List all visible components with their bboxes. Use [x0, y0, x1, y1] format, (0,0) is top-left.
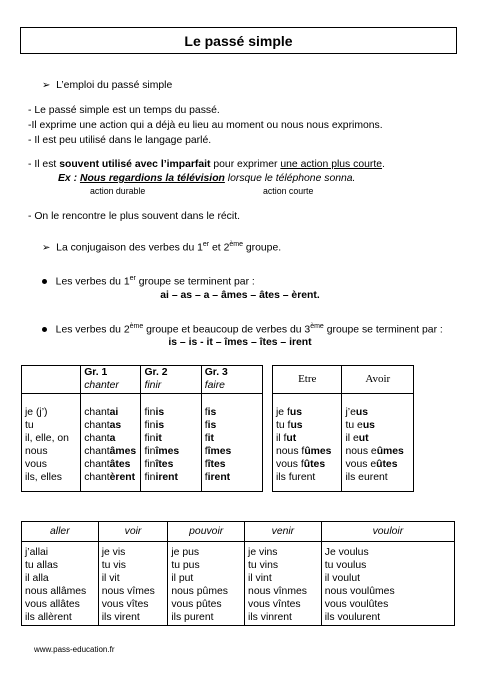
verb-form [276, 445, 341, 458]
conj-sup1: er [202, 241, 210, 248]
conj-text1: La conjugaison des verbes du 1 [56, 242, 203, 254]
verb-ending: is [155, 407, 165, 418]
table-header-empty [22, 366, 81, 394]
verb-form [144, 445, 200, 458]
verb-ending: îmes [155, 446, 180, 457]
group2-line [42, 320, 443, 336]
verb-stem: il f [276, 433, 287, 444]
group2-endings: is – is - it – îmes – îtes – irent [168, 337, 312, 348]
verb-form [205, 406, 262, 419]
group1-text2: groupe se terminent par : [135, 276, 255, 288]
verb-form: ils vinrent [248, 612, 292, 623]
verb-form: Je voulus [324, 547, 369, 558]
verb-stem: chant [84, 459, 110, 470]
verb-stem: ils eurent [345, 472, 388, 483]
verb-ending: ûtes [376, 459, 398, 470]
verb-form [205, 419, 262, 432]
table-regular-verbs [21, 365, 263, 492]
verb-form [144, 471, 200, 484]
verb-forms [98, 542, 168, 626]
verb-form: tu vis [101, 560, 126, 571]
arrow-bullet-icon: ➢ [42, 242, 51, 254]
group2-sup2: ème [310, 323, 324, 330]
example-bold: Nous regardions la télévision [79, 173, 225, 184]
verb-form: il alla [25, 573, 49, 584]
bullet-dot-icon [42, 327, 47, 332]
verb-ending: èrent [109, 472, 136, 483]
verb-ending: is [207, 407, 217, 418]
verb-form: il put [171, 573, 194, 584]
verb-stem: nous f [276, 446, 305, 457]
usage-prefix: - Il est [28, 159, 60, 170]
verb-ending: îtes [207, 459, 226, 470]
verb-stem: j’e [345, 407, 356, 418]
verb-form [144, 432, 200, 445]
avoir-header: Avoir [342, 366, 414, 394]
group2-text2: groupe et beaucoup de verbes du 3 [143, 324, 311, 336]
usage-underlined: une action plus courte [280, 159, 383, 170]
recit-line: - On le rencontre le plus souvent dans le récit. [28, 211, 240, 222]
table-body-row [22, 394, 263, 492]
group1-sup: er [129, 275, 136, 282]
verb-form: nous vîmes [101, 586, 155, 597]
verb-ending: us [362, 420, 375, 431]
verb-stem: f [204, 420, 208, 431]
verb-ending: a [109, 433, 116, 444]
verb-form [345, 419, 413, 432]
pronoun: il, elle, on [25, 433, 69, 444]
gr3-forms [201, 394, 262, 492]
verb-header: venir [245, 522, 322, 542]
verb-form: je vins [248, 547, 278, 558]
verb-form: tu vins [248, 560, 279, 571]
verb-ending: irent [155, 472, 178, 483]
page-title: Le passé simple [20, 27, 457, 54]
verb-header: pouvoir [168, 522, 245, 542]
verb-form: il vit [101, 573, 120, 584]
bullet-dot-icon [42, 279, 47, 284]
avoir-forms [342, 394, 414, 492]
section-heading-text: L’emploi du passé simple [56, 80, 173, 91]
pronoun-column [22, 394, 81, 492]
verb-form: vous vîntes [248, 599, 301, 610]
verb-stem: vous f [276, 459, 304, 470]
verb-ending: us [289, 407, 303, 418]
gr2-forms [141, 394, 201, 492]
verb-stem: il e [345, 433, 359, 444]
verb-stem: je f [276, 407, 290, 418]
verb-stem: fin [144, 459, 156, 470]
verb-stem: chant [84, 446, 110, 457]
verb-form: tu pus [171, 560, 200, 571]
verb-form: je vis [101, 547, 126, 558]
verb-stem: f [204, 446, 208, 457]
gr3-verb: faire [204, 380, 225, 391]
table-etre-avoir [272, 365, 414, 492]
group2-text3: groupe se terminent par : [323, 324, 443, 336]
group2-text1: Les verbes du 2 [55, 324, 130, 336]
verb-ending: âmes [109, 446, 137, 457]
verb-form: il voulut [324, 573, 360, 584]
verb-stem: f [204, 407, 208, 418]
verb-ending: irent [207, 472, 231, 483]
footer-url: www.pass-education.fr [34, 645, 115, 654]
example-note-right: action courte [263, 186, 314, 196]
verb-form: ils virent [101, 612, 140, 623]
verb-form: ils allèrent [25, 612, 72, 623]
pronoun: ils, elles [25, 472, 62, 483]
gr1-forms [81, 394, 141, 492]
verb-form [144, 406, 200, 419]
example-label: Ex : [58, 173, 80, 184]
verb-ending: us [290, 420, 303, 431]
usage-line [28, 158, 385, 171]
verb-stem: f [204, 472, 208, 483]
verb-ending: âtes [109, 459, 131, 470]
verb-form: nous voulûmes [324, 586, 395, 597]
verb-ending: us [355, 407, 369, 418]
verb-stem: fin [144, 472, 156, 483]
table-body-row [273, 394, 414, 492]
verb-stem: nous e [345, 446, 377, 457]
table-body-row [22, 542, 455, 626]
table-header-gr3 [201, 366, 262, 394]
table-header-row [22, 522, 455, 542]
verb-forms [168, 542, 245, 626]
conj-text2: et 2 [209, 242, 230, 254]
section-heading [42, 79, 172, 92]
verb-stem: chant [84, 407, 110, 418]
verb-form [205, 445, 262, 458]
verb-form: je pus [171, 547, 200, 558]
conj-text3: groupe. [242, 242, 282, 254]
verb-stem: fin [144, 446, 156, 457]
verb-form: tu allas [25, 560, 58, 571]
pronoun: je (j’) [25, 407, 48, 418]
etre-forms [273, 394, 342, 492]
group1-line [42, 272, 255, 288]
verb-form: tu voulus [324, 560, 367, 571]
verb-form [276, 406, 341, 419]
verb-form: vous allâtes [25, 599, 80, 610]
verb-ending: ûmes [304, 446, 332, 457]
verb-ending: is [207, 420, 217, 431]
verb-form [276, 471, 341, 484]
table-header-row [22, 366, 263, 394]
verb-form: nous vînmes [248, 586, 307, 597]
verb-form: j’allai [25, 547, 49, 558]
table-header-gr2 [141, 366, 201, 394]
gr2-verb: finir [144, 380, 162, 391]
verb-stem: chant [84, 472, 110, 483]
verb-form [345, 432, 413, 445]
verb-forms [321, 542, 454, 626]
verb-form [144, 458, 200, 471]
verb-form [205, 458, 262, 471]
table-header-row [273, 366, 414, 394]
pronoun: nous [25, 446, 48, 457]
verb-stem: fin [144, 407, 156, 418]
verb-form: ils voulurent [324, 612, 381, 623]
verb-form: vous vîtes [101, 599, 149, 610]
usage-middle: pour exprimer [210, 159, 281, 170]
verb-ending: ut [286, 433, 297, 444]
gr2-title: Gr. 2 [144, 367, 168, 378]
verb-form [345, 406, 413, 419]
verb-form: vous voulûtes [324, 599, 389, 610]
verb-form [84, 406, 140, 419]
verb-stem: tu e [345, 420, 363, 431]
verb-form [84, 471, 140, 484]
verb-form [84, 445, 140, 458]
usage-suffix: . [382, 159, 385, 170]
conj-heading [42, 238, 281, 254]
verb-form [205, 432, 262, 445]
conj-sup2: ème [229, 241, 243, 248]
usage-bold: souvent utilisé avec l’imparfait [59, 159, 211, 170]
verb-stem: fin [144, 420, 156, 431]
verb-ending: as [109, 420, 122, 431]
verb-ending: ut [358, 433, 369, 444]
verb-ending: îtes [155, 459, 174, 470]
verb-form: il vint [248, 573, 272, 584]
verb-form [276, 458, 341, 471]
verb-stem: chant [84, 433, 110, 444]
verb-form: nous allâmes [25, 586, 87, 597]
group1-endings: ai – as – a – âmes – âtes – èrent. [160, 290, 320, 301]
example-note-left: action durable [90, 186, 146, 196]
verb-ending: it [155, 433, 162, 444]
verb-stem: f [204, 459, 208, 470]
verb-stem: vous e [345, 459, 377, 470]
verb-form: nous pûmes [171, 586, 228, 597]
line-1: - Le passé simple est un temps du passé. [28, 105, 220, 116]
verb-forms [22, 542, 99, 626]
table-irregular-verbs [21, 521, 455, 626]
line-2: -Il exprime une action qui a déjà eu lieu au moment ou nous nous exprimons. [28, 120, 383, 131]
verb-forms [245, 542, 322, 626]
verb-ending: is [155, 420, 165, 431]
line-3: - Il est peu utilisé dans le langage parlé. [28, 135, 212, 146]
verb-stem: chant [84, 420, 110, 431]
verb-ending: ai [109, 407, 119, 418]
verb-stem: ils furent [276, 472, 316, 483]
verb-ending: ûtes [303, 459, 326, 470]
verb-form [84, 458, 140, 471]
verb-header: aller [22, 522, 99, 542]
verb-header: voir [98, 522, 168, 542]
verb-form [276, 419, 341, 432]
pronoun: tu [25, 420, 34, 431]
verb-form [84, 419, 140, 432]
verb-ending: ûmes [376, 446, 404, 457]
etre-header: Etre [273, 366, 342, 394]
table-header-gr1 [81, 366, 141, 394]
verb-header: vouloir [321, 522, 454, 542]
verb-form [205, 471, 262, 484]
gr1-title: Gr. 1 [84, 367, 108, 378]
verb-form: vous pûtes [171, 599, 222, 610]
gr3-title: Gr. 3 [204, 367, 228, 378]
verb-form [345, 471, 413, 484]
group1-text1: Les verbes du 1 [55, 276, 130, 288]
verb-ending: it [207, 433, 214, 444]
group2-sup1: ème [129, 323, 144, 330]
verb-form: ils purent [171, 612, 214, 623]
verb-form [345, 458, 413, 471]
verb-stem: fin [144, 433, 156, 444]
verb-form [345, 445, 413, 458]
example-line [58, 172, 355, 185]
verb-form [84, 432, 140, 445]
verb-ending: îmes [207, 446, 232, 457]
verb-stem: tu f [276, 420, 291, 431]
verb-form [144, 419, 200, 432]
arrow-bullet-icon: ➢ [42, 80, 51, 91]
example-italic: lorsque le téléphone sonna. [224, 173, 356, 184]
verb-stem: f [204, 433, 208, 444]
pronoun: vous [25, 459, 47, 470]
verb-form [276, 432, 341, 445]
gr1-verb: chanter [84, 380, 119, 391]
